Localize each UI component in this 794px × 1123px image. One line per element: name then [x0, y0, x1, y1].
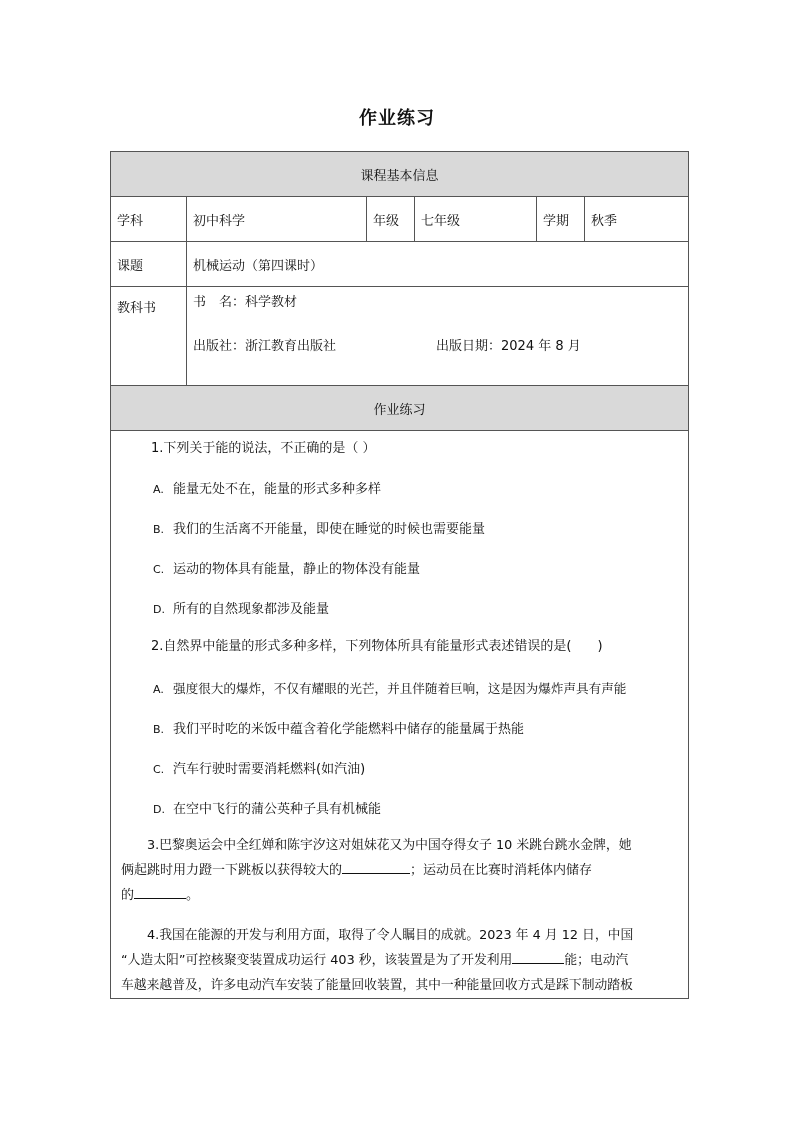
exercises-body	[111, 431, 689, 999]
question-3	[121, 833, 682, 908]
question-2-option-c	[153, 758, 682, 777]
publication-date: 出版日期：2024 年 8 月	[436, 339, 581, 354]
question-3-text: 俩起跳时用力蹬一下跳板以获得较大的	[121, 863, 343, 878]
question-4-line-2	[121, 948, 682, 973]
question-2-option-a	[153, 678, 682, 697]
option-letter: C.	[153, 563, 165, 576]
question-3-line-1: 3.巴黎奥运会中全红婵和陈宇汐这对姐妹花又为中国夺得女子 10 米跳台跳水金牌，她	[147, 838, 632, 853]
topic-value: 机械运动（第四课时）	[187, 242, 689, 287]
question-4-text: 能；电动汽	[564, 953, 629, 968]
option-letter: B.	[153, 723, 165, 736]
option-text: 我们平时吃的米饭中蕴含着化学能燃料中储存的能量属于热能	[173, 722, 525, 737]
term-label: 学期	[537, 197, 585, 242]
publisher-line	[193, 336, 682, 358]
page-title: 作业练习	[359, 108, 435, 129]
answer-blank[interactable]	[134, 884, 186, 899]
answer-blank[interactable]	[512, 949, 564, 964]
question-4	[121, 923, 682, 998]
question-3-text: 。	[186, 888, 200, 903]
question-3-line-2	[121, 858, 682, 883]
course-info-table	[110, 151, 689, 999]
term-value: 秋季	[585, 197, 689, 242]
topic-label: 课题	[111, 242, 187, 287]
course-info-header: 课程基本信息	[111, 152, 689, 197]
question-4-text: “人造太阳”可控核聚变装置成功运行 403 秒，该装置是为了开发利用	[121, 953, 513, 968]
option-letter: B.	[153, 523, 165, 536]
publisher: 出版社：浙江教育出版社	[193, 339, 337, 354]
question-4-line-1: 4.我国在能源的开发与利用方面，取得了令人瞩目的成就。2023 年 4 月 12 日，中国	[147, 928, 634, 943]
question-3-line-3	[121, 883, 682, 908]
option-letter: D.	[153, 603, 165, 616]
option-text: 所有的自然现象都涉及能量	[173, 602, 330, 617]
grade-label: 年级	[367, 197, 415, 242]
option-letter: D.	[153, 803, 165, 816]
answer-blank[interactable]	[342, 859, 410, 874]
subject-label: 学科	[111, 197, 187, 242]
option-text: 我们的生活离不开能量，即使在睡觉的时候也需要能量	[173, 522, 486, 537]
subject-value: 初中科学	[187, 197, 367, 242]
question-3-text: 的	[121, 888, 135, 903]
option-letter: A.	[153, 483, 164, 496]
exercises-header: 作业练习	[111, 386, 689, 431]
option-letter: C.	[153, 763, 165, 776]
grade-value: 七年级	[415, 197, 537, 242]
option-text: 运动的物体具有能量，静止的物体没有能量	[173, 562, 421, 577]
question-1-option-d	[153, 598, 682, 617]
question-4-line-3: 车越来越普及，许多电动汽车安装了能量回收装置，其中一种能量回收方式是踩下制动踏板	[121, 978, 633, 993]
question-1-option-c	[153, 558, 682, 577]
book-name: 书 名：科学教材	[193, 295, 298, 310]
textbook-details	[187, 287, 689, 386]
question-1-option-b	[153, 518, 682, 537]
question-2-option-b	[153, 718, 682, 737]
textbook-label: 教科书	[111, 287, 187, 386]
question-1-option-a	[153, 478, 682, 497]
option-text: 在空中飞行的蒲公英种子具有机械能	[173, 802, 382, 817]
option-letter: A.	[153, 683, 164, 696]
option-text: 能量无处不在，能量的形式多种多样	[173, 482, 382, 497]
question-1-stem: 1.下列关于能的说法，不正确的是（ ）	[151, 441, 376, 456]
option-text: 汽车行驶时需要消耗燃料(如汽油)	[173, 762, 366, 777]
option-text: 强度很大的爆炸，不仅有耀眼的光芒，并且伴随着巨响，这是因为爆炸声具有声能	[173, 681, 627, 696]
question-2-option-d	[153, 798, 682, 817]
question-2-stem: 2.自然界中能量的形式多种多样，下列物体所具有能量形式表述错误的是( )	[151, 639, 603, 654]
question-3-text: ；运动员在比赛时消耗体内储存	[410, 863, 593, 878]
